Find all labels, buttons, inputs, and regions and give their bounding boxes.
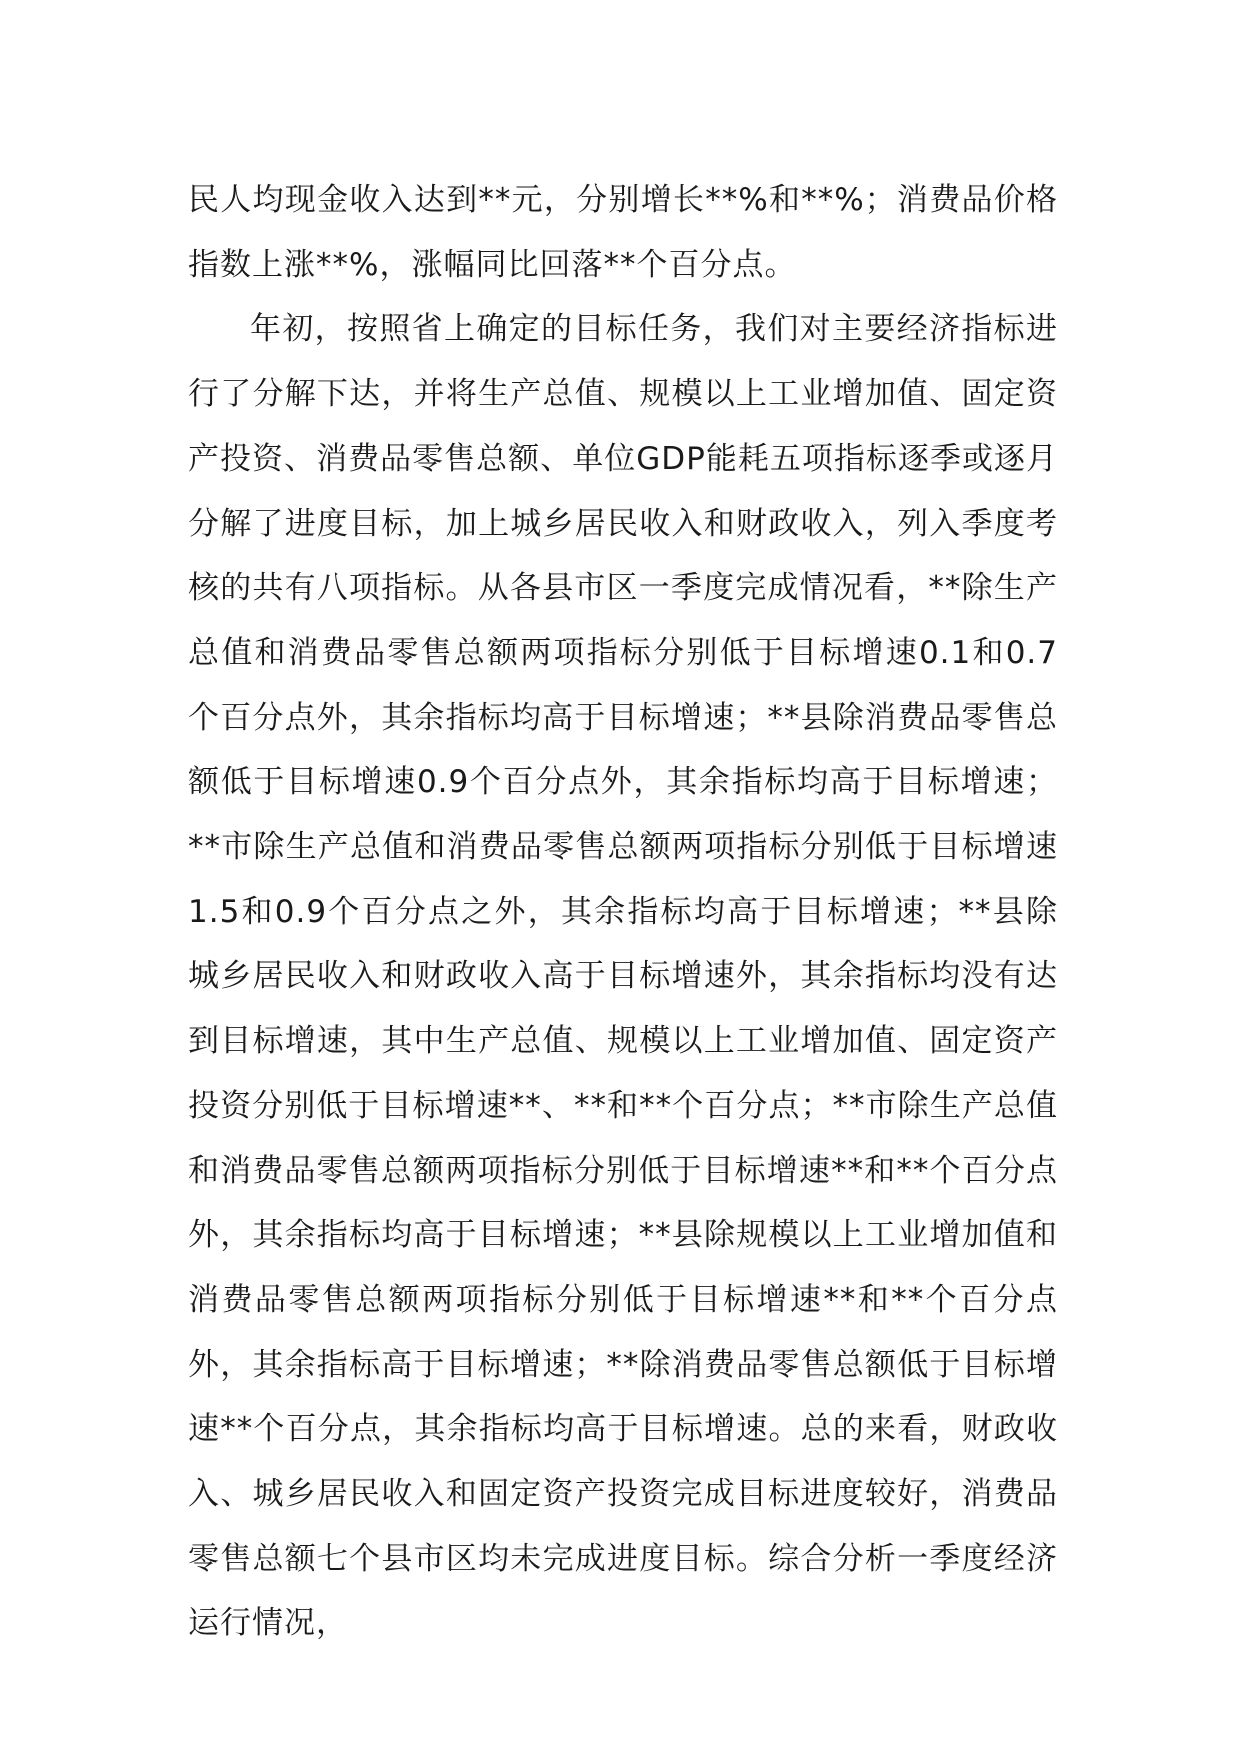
paragraph-target-analysis: 年初，按照省上确定的目标任务，我们对主要经济指标进行了分解下达，并将生产总值、规模以上工业增加值、固定资产投资、消费品零售总额、单位GDP能耗五项指标逐季或逐月分解了进度目标，加上城乡居民收入和财政收入，列入季度考核的共有八项指标。从各县市区一季度完成情况看，**除生产总值和消费品零售总额两项指标分别低于目标增速0.1和0.7个百分点外，其余指标均高于目标增速；**县除消费品零售总额低于目标增速0.9个百分点外，其余指标均高于目标增速；**市除生产总值和消费品零售总额两项指标分别低于目标增速1.5和0.9个百分点之外，其余指标均高于目标增速；**县除城乡居民收入和财政收入高于目标增速外，其余指标均没有达到目标增速，其中生产总值、规模以上工业增加值、固定资产投资分别低于目标增速**、**和**个百分点；**市除生产总值和消费品零售总额两项指标分别低于目标增速**和**个百分点外，其余指标均高于目标增速；**县除规模以上工业增加值和消费品零售总额两项指标分别低于目标增速**和**个百分点外，其余指标高于目标增速；**除消费品零售总额低于目标增速**个百分点，其余指标均高于目标增速。总的来看，财政收入、城乡居民收入和固定资产投资完成目标进度较好，消费品零售总额七个县市区均未完成进度目标。综合分析一季度经济运行情况，	[188, 311, 1058, 1642]
paragraph-income-prices: 民人均现金收入达到**元，分别增长**%和**%；消费品价格指数上涨**%，涨幅同比回落**个百分点。	[188, 182, 1058, 283]
document-body	[188, 168, 1058, 1656]
